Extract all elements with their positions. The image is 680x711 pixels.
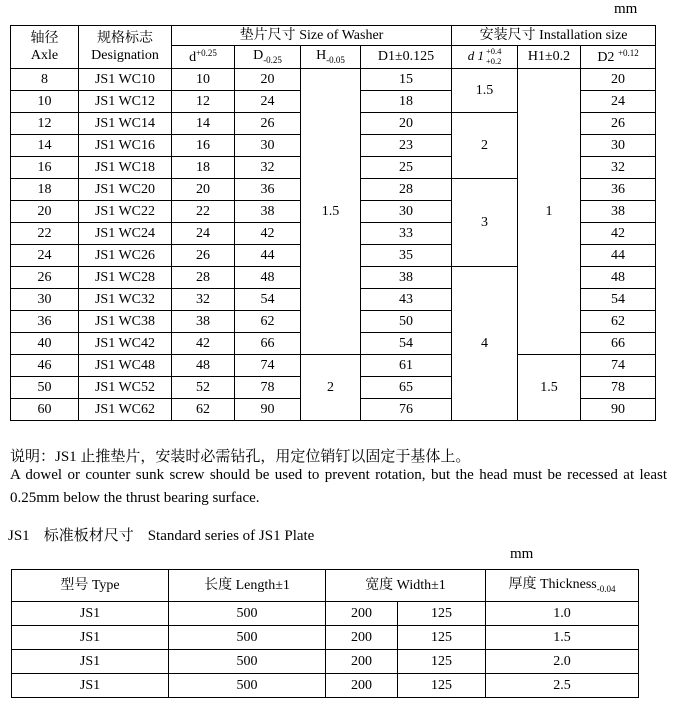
D1-cell: 35	[361, 245, 452, 267]
designation-cell: JS1 WC26	[79, 245, 172, 267]
plate-title-zh: 标准板材尺寸	[43, 528, 134, 544]
D1-cell: 61	[361, 355, 452, 377]
D1-cell: 43	[361, 289, 452, 311]
header-washer-group	[172, 26, 452, 46]
thickness-cell: 2.5	[486, 674, 639, 698]
D-cell: 48	[235, 267, 301, 289]
d-cell: 14	[172, 113, 235, 135]
note-english-line1: A dowel or counter sunk screw should be used to prevent rotation, but the head must be recessed at least	[10, 467, 667, 483]
axle-cell: 46	[11, 355, 79, 377]
note-chinese: 说明：JS1 止推垫片，安装时必需钻孔，用定位销钉以固定于基体上。	[10, 449, 471, 465]
D-cell: 24	[235, 91, 301, 113]
D-cell: 42	[235, 223, 301, 245]
designation-cell: JS1 WC48	[79, 355, 172, 377]
designation-cell: JS1 WC42	[79, 333, 172, 355]
type-cell: JS1	[12, 626, 169, 650]
table-row	[12, 602, 639, 626]
header-thickness	[486, 570, 639, 602]
D-cell: 20	[235, 69, 301, 91]
D-cell: 66	[235, 333, 301, 355]
axle-cell: 18	[11, 179, 79, 201]
unit-label-mm: mm	[614, 1, 638, 17]
designation-cell: JS1 WC18	[79, 157, 172, 179]
plate-title-code: JS1	[8, 528, 30, 544]
table-row	[12, 626, 639, 650]
width-b-cell: 125	[398, 650, 486, 674]
length-cell: 500	[169, 674, 326, 698]
D2-cell: 32	[581, 157, 656, 179]
D1-cell: 65	[361, 377, 452, 399]
d-cell: 26	[172, 245, 235, 267]
header-col-d1-base: d 1	[467, 47, 484, 63]
D2-cell: 90	[581, 399, 656, 421]
D-cell: 62	[235, 311, 301, 333]
header-col-H	[301, 46, 361, 69]
table-row	[12, 650, 639, 674]
width-a-cell: 200	[326, 650, 398, 674]
d-cell: 20	[172, 179, 235, 201]
axle-cell: 22	[11, 223, 79, 245]
header-col-d-tolerance: +0.25	[196, 47, 217, 58]
D2-cell: 30	[581, 135, 656, 157]
d-cell: 42	[172, 333, 235, 355]
header-col-d1-tolerance: +0.4 +0.2	[485, 46, 502, 66]
designation-cell: JS1 WC62	[79, 399, 172, 421]
note-english-line2: 0.25mm below the thrust bearing surface.	[10, 490, 260, 506]
header-installation-group-zh: 安装尺寸	[479, 27, 536, 43]
type-cell: JS1	[12, 650, 169, 674]
header-axle-en: Axle	[30, 48, 59, 63]
D2-cell: 24	[581, 91, 656, 113]
D1-cell: 38	[361, 267, 452, 289]
d-cell: 22	[172, 201, 235, 223]
axle-cell: 26	[11, 267, 79, 289]
d-cell: 52	[172, 377, 235, 399]
d-cell: 48	[172, 355, 235, 377]
width-b-cell: 125	[398, 674, 486, 698]
header-designation-en: Designation	[91, 48, 159, 63]
d-cell: 62	[172, 399, 235, 421]
D-cell: 78	[235, 377, 301, 399]
d-cell: 32	[172, 289, 235, 311]
header-installation-group	[452, 26, 656, 46]
D-cell: 74	[235, 355, 301, 377]
header-designation	[79, 26, 172, 69]
table-row	[11, 355, 656, 377]
d-cell: 28	[172, 267, 235, 289]
axle-cell: 50	[11, 377, 79, 399]
axle-cell: 30	[11, 289, 79, 311]
thickness-cell: 1.0	[486, 602, 639, 626]
D-cell: 54	[235, 289, 301, 311]
header-thickness-base: 厚度 Thickness	[508, 576, 597, 592]
header-col-D2-tolerance: +0.12	[617, 47, 639, 58]
header-col-d-base: d	[189, 49, 197, 65]
D1-cell: 20	[361, 113, 452, 135]
header-type: 型号 Type	[12, 570, 169, 602]
D1-cell: 28	[361, 179, 452, 201]
D1-cell: 25	[361, 157, 452, 179]
D1-cell: 23	[361, 135, 452, 157]
d-cell: 18	[172, 157, 235, 179]
designation-cell: JS1 WC12	[79, 91, 172, 113]
D2-cell: 42	[581, 223, 656, 245]
width-a-cell: 200	[326, 602, 398, 626]
washer-dimensions-table	[10, 25, 656, 421]
table-row	[11, 69, 656, 91]
D-cell: 30	[235, 135, 301, 157]
D2-cell: 38	[581, 201, 656, 223]
d-cell: 24	[172, 223, 235, 245]
length-cell: 500	[169, 650, 326, 674]
H-merged-cell: 2	[301, 355, 361, 421]
axle-cell: 60	[11, 399, 79, 421]
width-a-cell: 200	[326, 674, 398, 698]
designation-cell: JS1 WC10	[79, 69, 172, 91]
header-width: 宽度 Width±1	[326, 570, 486, 602]
D2-cell: 74	[581, 355, 656, 377]
D2-cell: 78	[581, 377, 656, 399]
type-cell: JS1	[12, 674, 169, 698]
designation-cell: JS1 WC28	[79, 267, 172, 289]
header-col-D2	[581, 46, 656, 69]
d1-merged-cell: 1.5	[452, 69, 518, 113]
header-col-D-base: D	[253, 48, 264, 64]
H1-merged-cell: 1.5	[518, 355, 581, 421]
header-col-d1	[452, 46, 518, 69]
D1-cell: 33	[361, 223, 452, 245]
header-col-D2-base: D2	[597, 49, 615, 65]
header-axle-zh: 轴径	[30, 30, 59, 46]
d-cell: 38	[172, 311, 235, 333]
d-cell: 16	[172, 135, 235, 157]
designation-cell: JS1 WC52	[79, 377, 172, 399]
designation-cell: JS1 WC22	[79, 201, 172, 223]
header-col-H1: H1±0.2	[518, 46, 581, 69]
axle-cell: 8	[11, 69, 79, 91]
axle-cell: 24	[11, 245, 79, 267]
plate-header-row	[12, 570, 639, 602]
D-cell: 44	[235, 245, 301, 267]
plate-dimensions-table	[11, 569, 639, 698]
axle-cell: 16	[11, 157, 79, 179]
H1-merged-cell: 1	[518, 69, 581, 355]
header-washer-group-en: Size of Washer	[299, 27, 384, 43]
table-row	[12, 674, 639, 698]
d1-merged-cell: 3	[452, 179, 518, 267]
header-thickness-tolerance: -0.04	[596, 583, 616, 594]
designation-cell: JS1 WC20	[79, 179, 172, 201]
D2-cell: 20	[581, 69, 656, 91]
D1-cell: 54	[361, 333, 452, 355]
type-cell: JS1	[12, 602, 169, 626]
thickness-cell: 2.0	[486, 650, 639, 674]
length-cell: 500	[169, 626, 326, 650]
axle-cell: 20	[11, 201, 79, 223]
header-col-H-tolerance: -0.05	[326, 55, 345, 66]
width-b-cell: 125	[398, 626, 486, 650]
header-col-D	[235, 46, 301, 69]
d-cell: 10	[172, 69, 235, 91]
D2-cell: 44	[581, 245, 656, 267]
D2-cell: 36	[581, 179, 656, 201]
D1-cell: 30	[361, 201, 452, 223]
axle-cell: 10	[11, 91, 79, 113]
designation-cell: JS1 WC14	[79, 113, 172, 135]
d1-merged-cell: 4	[452, 267, 518, 421]
header-col-H-base: H	[316, 48, 327, 64]
axle-cell: 12	[11, 113, 79, 135]
D-cell: 38	[235, 201, 301, 223]
D2-cell: 48	[581, 267, 656, 289]
designation-cell: JS1 WC32	[79, 289, 172, 311]
D-cell: 26	[235, 113, 301, 135]
d-cell: 12	[172, 91, 235, 113]
header-row-groups	[11, 26, 656, 46]
header-designation-zh: 规格标志	[97, 30, 153, 46]
plate-section-title	[8, 524, 328, 545]
D2-cell: 26	[581, 113, 656, 135]
designation-cell: JS1 WC24	[79, 223, 172, 245]
D-cell: 90	[235, 399, 301, 421]
D1-cell: 50	[361, 311, 452, 333]
plate-title-en: Standard series of JS1 Plate	[147, 528, 315, 544]
header-col-D-tolerance: -0.25	[263, 55, 282, 66]
width-a-cell: 200	[326, 626, 398, 650]
length-cell: 500	[169, 602, 326, 626]
header-length: 长度 Length±1	[169, 570, 326, 602]
designation-cell: JS1 WC16	[79, 135, 172, 157]
designation-cell: JS1 WC38	[79, 311, 172, 333]
axle-cell: 40	[11, 333, 79, 355]
header-washer-group-zh: 垫片尺寸	[239, 27, 296, 43]
axle-cell: 36	[11, 311, 79, 333]
D2-cell: 54	[581, 289, 656, 311]
D2-cell: 62	[581, 311, 656, 333]
thickness-cell: 1.5	[486, 626, 639, 650]
header-installation-group-en: Installation size	[539, 27, 628, 43]
D-cell: 32	[235, 157, 301, 179]
D-cell: 36	[235, 179, 301, 201]
D1-cell: 18	[361, 91, 452, 113]
width-b-cell: 125	[398, 602, 486, 626]
header-axle	[11, 26, 79, 69]
H-merged-cell: 1.5	[301, 69, 361, 355]
D2-cell: 66	[581, 333, 656, 355]
axle-cell: 14	[11, 135, 79, 157]
unit-label-mm: mm	[510, 546, 534, 562]
d1-merged-cell: 2	[452, 113, 518, 179]
D1-cell: 76	[361, 399, 452, 421]
D1-cell: 15	[361, 69, 452, 91]
header-col-D1: D1±0.125	[361, 46, 452, 69]
header-col-d	[172, 46, 235, 69]
